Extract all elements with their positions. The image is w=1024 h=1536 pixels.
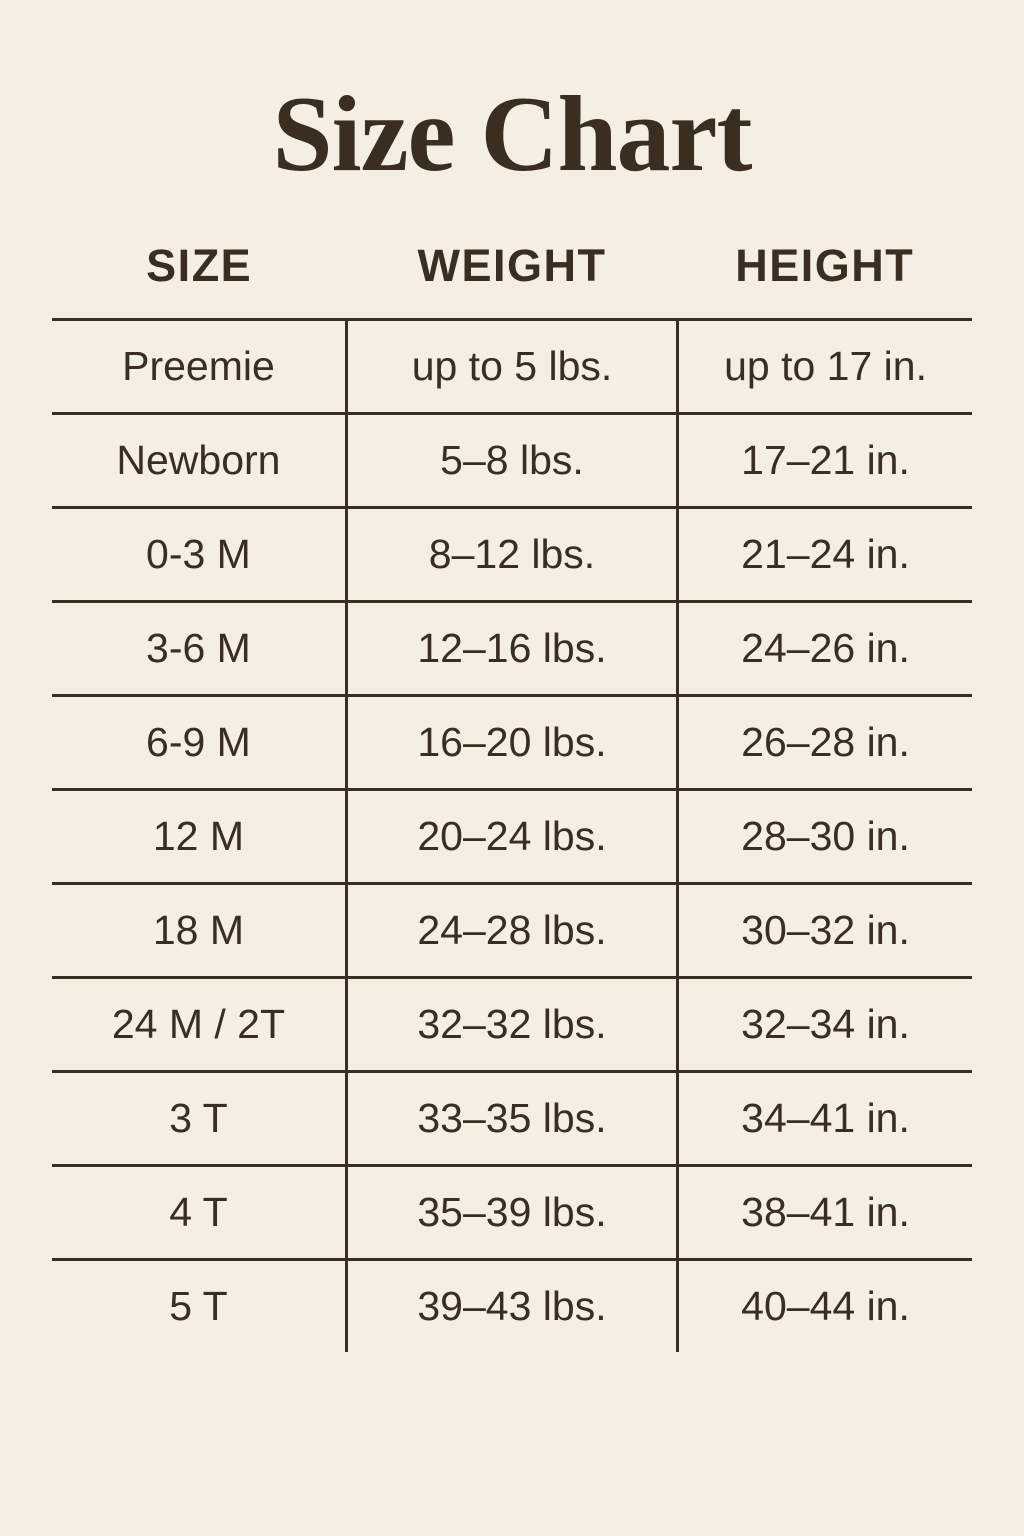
cell-height: 26–28 in. [678,696,972,790]
cell-weight: 24–28 lbs. [346,884,677,978]
cell-height: 30–32 in. [678,884,972,978]
table-row [52,508,972,602]
cell-height: 28–30 in. [678,790,972,884]
table-row [52,602,972,696]
table-row [52,790,972,884]
column-header-height: HEIGHT [735,240,915,292]
cell-height: 21–24 in. [678,508,972,602]
table-row [52,320,972,414]
cell-weight: 8–12 lbs. [346,508,677,602]
cell-weight: 5–8 lbs. [346,414,677,508]
cell-size: 3 T [52,1072,346,1166]
cell-size: 24 M / 2T [52,978,346,1072]
cell-height: 32–34 in. [678,978,972,1072]
cell-size: 12 M [52,790,346,884]
table-header-row [52,239,972,320]
cell-height: 34–41 in. [678,1072,972,1166]
cell-height: 40–44 in. [741,1283,910,1330]
cell-weight: up to 5 lbs. [346,320,677,414]
size-chart-table [52,239,972,1352]
table-row [52,1166,972,1260]
cell-size: 4 T [52,1166,346,1260]
cell-weight: 20–24 lbs. [346,790,677,884]
column-header-weight: WEIGHT [417,240,607,292]
cell-weight: 12–16 lbs. [346,602,677,696]
cell-size: 3-6 M [52,602,346,696]
cell-size: 18 M [52,884,346,978]
cell-size: 5 T [52,1260,346,1353]
cell-height: up to 17 in. [678,320,972,414]
cell-size: 6-9 M [52,696,346,790]
table-header [52,239,972,320]
cell-size: 0-3 M [52,508,346,602]
table-row [52,978,972,1072]
cell-weight: 16–20 lbs. [346,696,677,790]
cell-weight: 35–39 lbs. [346,1166,677,1260]
size-chart-table-wrapper [52,191,972,1352]
table-row [52,696,972,790]
column-header-size: SIZE [146,240,253,292]
cell-height: 24–26 in. [678,602,972,696]
cell-height: 17–21 in. [678,414,972,508]
table-row [52,884,972,978]
page-title: Size Chart [272,75,752,194]
table-body [52,320,972,1353]
table-row [52,414,972,508]
cell-weight: 32–32 lbs. [346,978,677,1072]
cell-weight: 39–43 lbs. [346,1260,677,1353]
cell-weight: 33–35 lbs. [346,1072,677,1166]
table-row [52,1260,972,1353]
cell-height: 38–41 in. [678,1166,972,1260]
cell-size: Newborn [52,414,346,508]
cell-size: Preemie [52,320,346,414]
table-row [52,1072,972,1166]
